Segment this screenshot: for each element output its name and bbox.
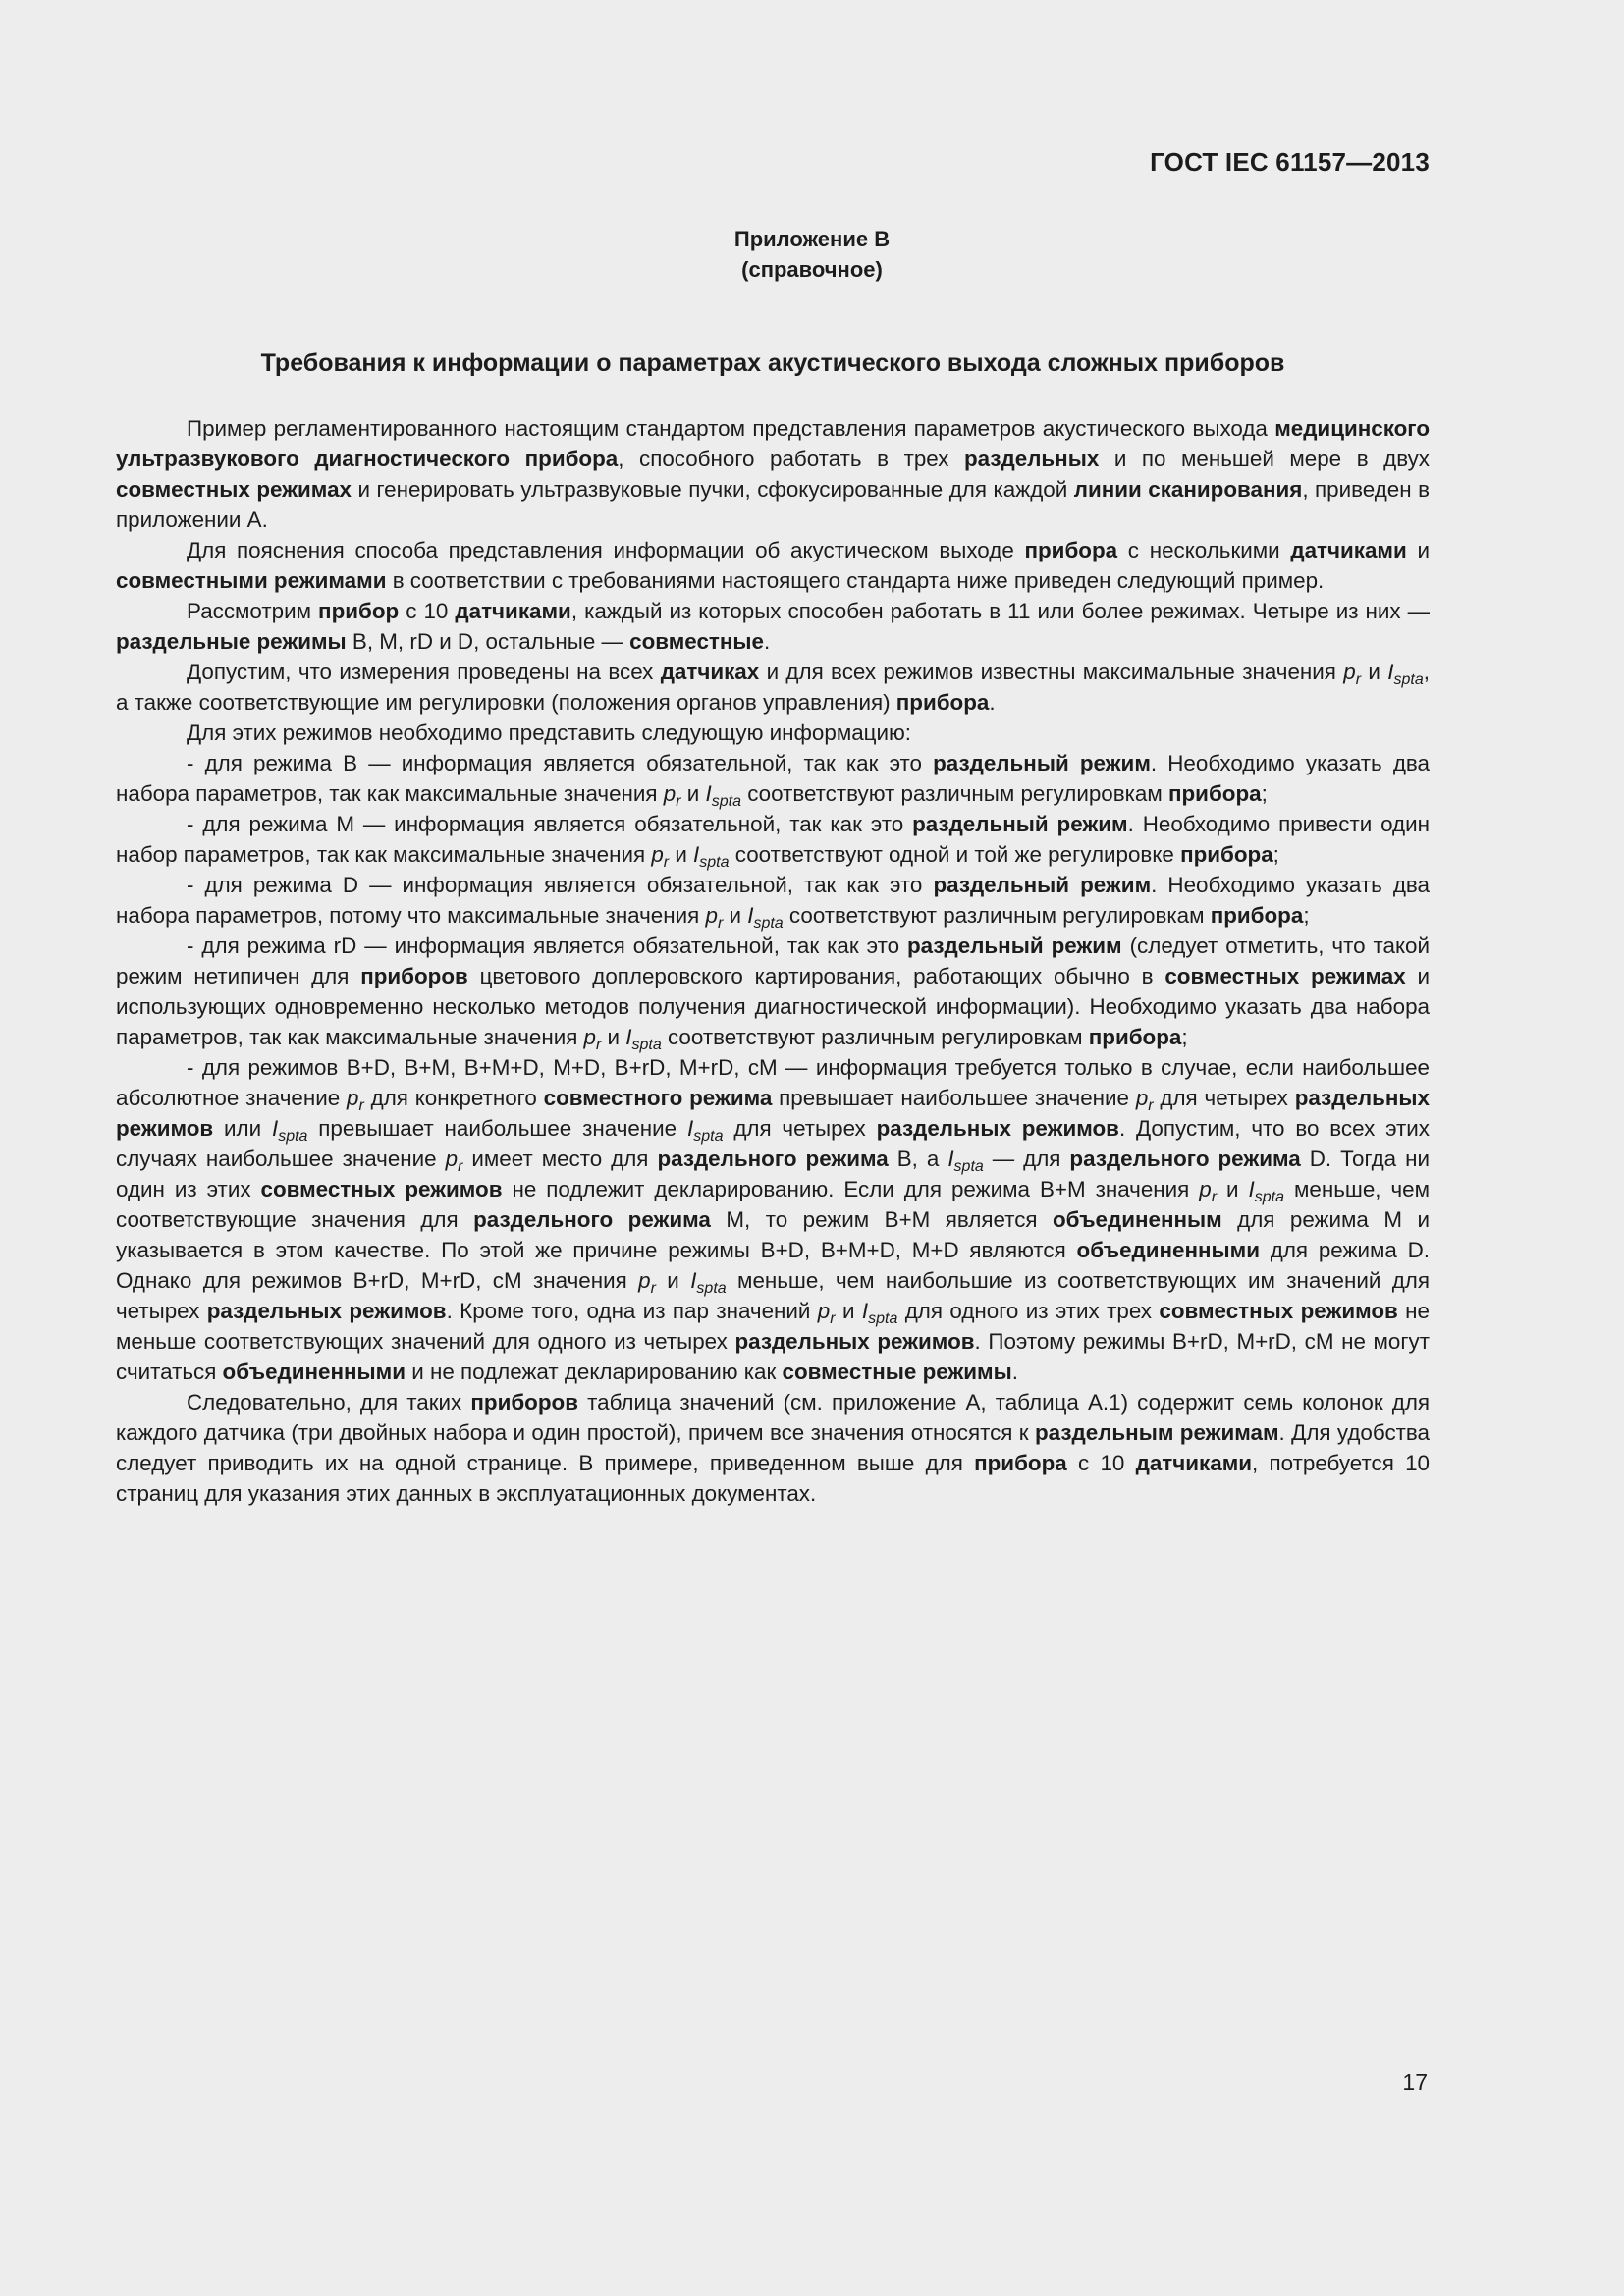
text-run: и: [680, 781, 706, 806]
symbol-italic: p: [638, 1268, 651, 1293]
paragraph: [116, 931, 1430, 1052]
subscript: spta: [696, 1280, 727, 1297]
term-bold: совместные: [629, 629, 764, 654]
paragraph: [116, 1052, 1430, 1387]
text-run: Допустим, что измерения проведены на всех: [187, 660, 661, 684]
text-run: меньше, чем соответствующие значения для: [116, 1177, 1430, 1232]
subscript: r: [1211, 1189, 1218, 1205]
text-run: ;: [1181, 1025, 1188, 1049]
term-bold: датчиками: [1290, 538, 1407, 562]
symbol-italic: p: [1135, 1086, 1149, 1110]
text-run: для четырех: [723, 1116, 877, 1141]
term-bold: раздельный режим: [912, 812, 1128, 836]
text-run: для одного из этих трех: [897, 1299, 1160, 1323]
term-bold: раздельных режимов: [206, 1299, 447, 1323]
text-run: и: [723, 903, 748, 928]
term-bold: прибора: [1088, 1025, 1182, 1049]
symbol-italic: I: [1248, 1177, 1255, 1201]
symbol-italic: I: [705, 781, 712, 806]
text-run: Пример регламентированного настоящим стандартом представления параметров акустического выхода: [187, 416, 1275, 441]
paragraph: [116, 1387, 1430, 1509]
text-run: превышает наибольшее значение: [307, 1116, 687, 1141]
text-run: В, а: [888, 1147, 948, 1171]
text-run: и: [601, 1025, 626, 1049]
paragraph: [116, 718, 1430, 748]
text-run: соответствуют различным регулировкам: [661, 1025, 1089, 1049]
term-bold: раздельных режимов: [734, 1329, 975, 1354]
text-run: и: [1361, 660, 1388, 684]
term-bold: датчиками: [1135, 1451, 1253, 1475]
symbol-italic: p: [347, 1086, 359, 1110]
text-run: с 10: [1066, 1451, 1136, 1475]
term-bold: раздельный режим: [907, 934, 1122, 958]
text-run: соответствуют одной и той же регулировке: [729, 842, 1181, 867]
term-bold: линии сканирования: [1073, 477, 1303, 502]
text-run: Для этих режимов необходимо представить следующую информацию:: [187, 721, 912, 745]
text-run: и использующих одновременно несколько методов получения диагностической информации). Необходимо указать два набора параметров, так как максимальные значения: [116, 964, 1430, 1049]
text-run: меньше, чем наибольшие из соответствующих им значений для четырех: [116, 1268, 1430, 1323]
symbol-italic: I: [625, 1025, 632, 1049]
text-run: .: [763, 629, 771, 654]
subscript: spta: [631, 1037, 662, 1053]
term-bold: прибора: [1167, 781, 1262, 806]
text-run: и не подлежат декларированию как: [406, 1360, 783, 1384]
text-run: .: [989, 690, 996, 715]
text-run: соответствуют различным регулировкам: [740, 781, 1168, 806]
symbol-italic: p: [817, 1299, 831, 1323]
text-run: и: [655, 1268, 691, 1293]
text-run: имеет место для: [462, 1147, 658, 1171]
text-run: . Необходимо указать два набора параметров, потому что максимальные значения: [116, 873, 1431, 928]
term-bold: прибор: [318, 599, 400, 623]
term-bold: объединенными: [1076, 1238, 1260, 1262]
symbol-italic: I: [747, 903, 754, 928]
term-bold: совместных режимов: [1159, 1299, 1398, 1323]
term-bold: прибора: [974, 1451, 1067, 1475]
text-run: не меньше соответствующих значений для одного из четырех: [116, 1299, 1430, 1354]
paragraph: [116, 748, 1430, 809]
term-bold: совместные режимы: [782, 1360, 1012, 1384]
subscript: spta: [693, 1128, 724, 1145]
paragraph: [116, 870, 1430, 931]
text-run: с 10: [399, 599, 456, 623]
symbol-italic: p: [705, 903, 718, 928]
term-bold: приборов: [470, 1390, 578, 1415]
text-run: ;: [1261, 781, 1268, 806]
term-bold: раздельные режимы: [116, 629, 347, 654]
text-run: Рассмотрим: [187, 599, 319, 623]
standard-code-header: ГОСТ IEC 61157—2013: [1150, 147, 1430, 177]
term-bold: совместных режимов: [260, 1177, 503, 1201]
text-run: , способного работать в трех: [618, 447, 964, 471]
subscript: spta: [278, 1128, 308, 1145]
text-run: и: [1217, 1177, 1249, 1201]
term-bold: раздельного режима: [1069, 1147, 1301, 1171]
text-run: и для всех режимов известны максимальные значения: [759, 660, 1344, 684]
text-run: с несколькими: [1117, 538, 1291, 562]
symbol-italic: p: [445, 1147, 459, 1171]
text-run: для режима D. Однако для режимов B+rD, M+rD, cM значения: [116, 1238, 1430, 1293]
term-bold: раздельных режимов: [116, 1086, 1430, 1141]
term-bold: прибора: [1210, 903, 1304, 928]
text-run: таблица значений (см. приложение А, таблица А.1) содержит семь колонок для каждого датчика (три двойных набора и один простой), причем все значения относятся к: [116, 1390, 1431, 1445]
term-bold: раздельного режима: [657, 1147, 889, 1171]
text-run: превышает наибольшее значение: [772, 1086, 1136, 1110]
symbol-italic: I: [271, 1116, 279, 1141]
text-run: , потребуется 10 страниц для указания этих данных в эксплуатационных документах.: [116, 1451, 1430, 1506]
text-run: и генерировать ультразвуковые пучки, сфокусированные для каждой: [351, 477, 1074, 502]
subscript: r: [458, 1158, 463, 1175]
appendix-heading: [0, 224, 1624, 285]
subscript: r: [650, 1280, 656, 1297]
term-bold: совместными режимами: [116, 568, 387, 593]
text-run: для конкретного: [363, 1086, 544, 1110]
text-run: . Необходимо указать два набора параметров, так как максимальные значения: [116, 751, 1431, 806]
appendix-label: Приложение В: [733, 227, 891, 251]
paragraph: [116, 809, 1430, 870]
subscript: spta: [711, 793, 741, 810]
text-run: .: [1011, 1360, 1018, 1384]
subscript: spta: [1393, 671, 1424, 688]
symbol-italic: p: [1199, 1177, 1212, 1201]
term-bold: прибора: [1180, 842, 1273, 867]
symbol-italic: I: [693, 842, 700, 867]
body-text: [116, 413, 1430, 1509]
text-run: , а также соответствующие им регулировки (положения органов управления): [116, 660, 1430, 715]
text-run: , приведен в приложении А.: [116, 477, 1430, 532]
text-run: Для пояснения способа представления информации об акустическом выходе: [187, 538, 1025, 562]
text-run: М, то режим В+М является: [710, 1207, 1053, 1232]
text-run: D. Тогда ни один из этих: [116, 1147, 1430, 1201]
page-number: 17: [1402, 2069, 1428, 2095]
text-run: . Допустим, что во всех этих случаях наибольшее значение: [116, 1116, 1431, 1171]
paragraph: [116, 596, 1430, 657]
subscript: r: [358, 1097, 364, 1114]
subscript: r: [830, 1310, 836, 1327]
subscript: spta: [1254, 1189, 1284, 1205]
subscript: spta: [868, 1310, 898, 1327]
subscript: r: [1355, 671, 1362, 688]
paragraph: [116, 535, 1430, 596]
symbol-italic: I: [947, 1147, 954, 1171]
paragraph: [116, 413, 1430, 535]
term-bold: прибора: [895, 690, 990, 715]
term-bold: объединенными: [222, 1360, 406, 1384]
term-bold: раздельный режим: [933, 873, 1152, 897]
symbol-italic: I: [686, 1116, 694, 1141]
term-bold: датчиках: [660, 660, 760, 684]
term-bold: прибора: [1024, 538, 1118, 562]
text-run: . Необходимо привести один набор параметров, так как максимальные значения: [116, 812, 1430, 867]
appendix-status: (справочное): [741, 257, 883, 282]
text-run: цветового доплеровского картирования, работающих обычно в: [467, 964, 1165, 988]
text-run: . Поэтому режимы B+rD, M+rD, cM не могут считаться: [116, 1329, 1430, 1384]
text-run: в соответствии с требованиями настоящего стандарта ниже приведен следующий пример.: [386, 568, 1325, 593]
term-bold: раздельных режимов: [876, 1116, 1119, 1141]
term-bold: совместного режима: [543, 1086, 773, 1110]
term-bold: объединенным: [1053, 1207, 1222, 1232]
term-bold: совместных режимах: [116, 477, 352, 502]
text-run: и: [669, 842, 694, 867]
symbol-italic: I: [690, 1268, 697, 1293]
text-run: Следовательно, для таких: [187, 1390, 471, 1415]
text-run: - для режима В — информация является обязательной, так как это: [187, 751, 934, 775]
subscript: spta: [953, 1158, 984, 1175]
term-bold: раздельным режимам: [1035, 1420, 1279, 1445]
text-run: и: [835, 1299, 862, 1323]
subscript: r: [717, 915, 724, 932]
text-run: . Кроме того, одна из пар значений: [446, 1299, 818, 1323]
term-bold: раздельных: [964, 447, 1100, 471]
text-run: , каждый из которых способен работать в 11 или более режимах. Четыре из них —: [570, 599, 1431, 623]
symbol-italic: I: [861, 1299, 869, 1323]
symbol-italic: p: [651, 842, 664, 867]
section-title: Требования к информации о параметрах акустического выхода сложных приборов: [260, 349, 1285, 377]
text-run: и по меньшей мере в двух: [1099, 447, 1430, 471]
text-run: - для режима М — информация является обязательной, так как это: [187, 812, 913, 836]
text-run: В, М, rD и D, остальные —: [346, 629, 630, 654]
subscript: r: [663, 854, 670, 871]
text-run: . Для удобства следует приводить их на одной странице. В примере, приведенном выше для: [116, 1420, 1430, 1475]
subscript: r: [596, 1037, 602, 1053]
subscript: spta: [753, 915, 784, 932]
symbol-italic: I: [1387, 660, 1394, 684]
text-run: или: [213, 1116, 272, 1141]
subscript: r: [676, 793, 681, 810]
text-run: ;: [1303, 903, 1310, 928]
text-run: соответствуют различным регулировкам: [783, 903, 1211, 928]
text-run: ;: [1272, 842, 1279, 867]
symbol-italic: p: [1343, 660, 1356, 684]
text-run: - для режима D — информация является обязательной, так как это: [187, 873, 934, 897]
term-bold: совместных режимах: [1164, 964, 1406, 988]
text-run: — для: [983, 1147, 1070, 1171]
subscript: r: [1148, 1097, 1154, 1114]
term-bold: датчиками: [455, 599, 571, 623]
text-run: для режима М и указывается в этом качестве. По этой же причине режимы В+D, В+М+D, M+D являются: [116, 1207, 1430, 1262]
term-bold: раздельного режима: [473, 1207, 711, 1232]
term-bold: приборов: [360, 964, 468, 988]
text-run: (следует отметить, что такой режим нетипичен для: [116, 934, 1430, 988]
term-bold: раздельный режим: [933, 751, 1151, 775]
symbol-italic: p: [663, 781, 677, 806]
term-bold: медицинского ультразвукового диагностического прибора: [116, 416, 1430, 471]
text-run: не подлежит декларированию. Если для режима В+М значения: [502, 1177, 1200, 1201]
text-run: для четырех: [1153, 1086, 1295, 1110]
subscript: spta: [699, 854, 730, 871]
text-run: и: [1406, 538, 1430, 562]
text-run: - для режима rD — информация является обязательной, так как это: [187, 934, 907, 958]
symbol-italic: p: [583, 1025, 596, 1049]
text-run: - для режимов В+D, В+М, В+М+D, M+D, B+rD, M+rD, cM — информация требуется только в случае, если наибольшее абсолютное значение: [116, 1055, 1430, 1110]
paragraph: [116, 657, 1430, 718]
